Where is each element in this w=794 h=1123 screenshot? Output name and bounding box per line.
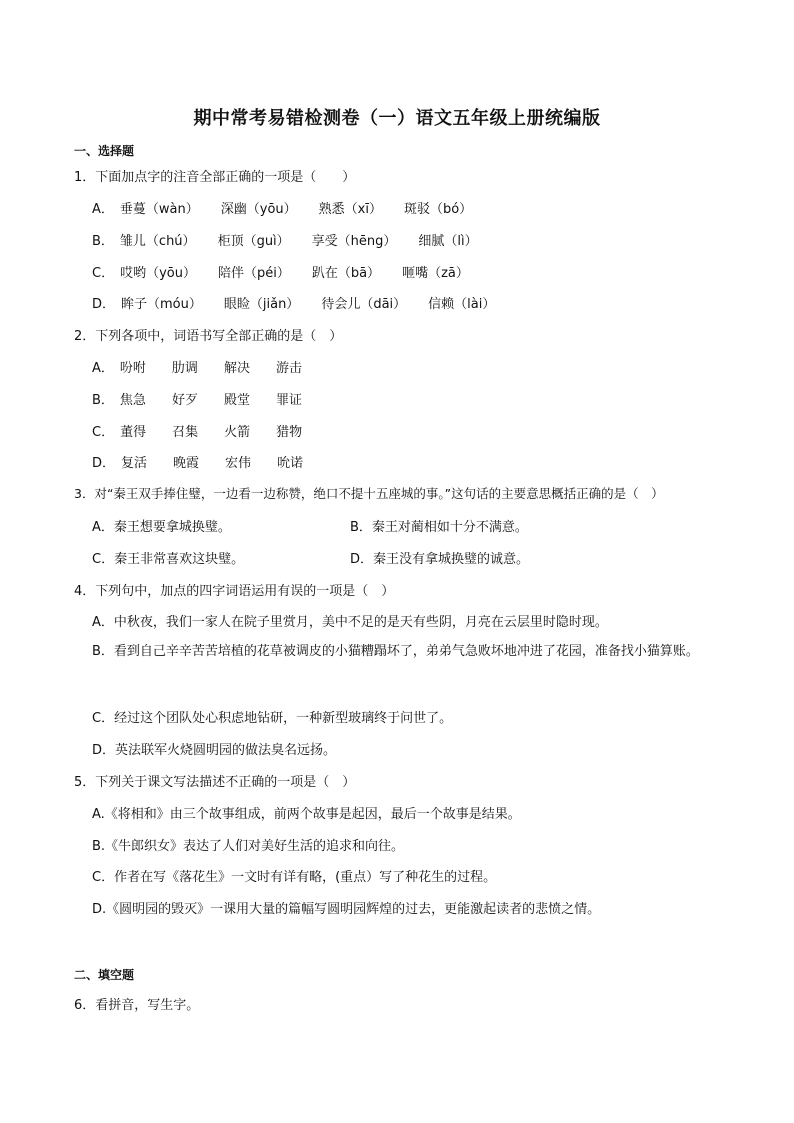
question-4-option-c: C．经过这个团队处心积虑地钻研，一种新型玻璃终于问世了。 — [92, 711, 453, 726]
section-heading-choice: 一、选择题 — [74, 144, 135, 158]
question-2-stem: 2．下列各项中，词语书写全部正确的是（ ） — [74, 329, 343, 344]
option-item: 罪证 — [275, 393, 302, 408]
question-4-option-b: B．看到自己辛辛苦苦培植的花草被调皮的小猫糟蹋坏了，弟弟气急败坏地冲进了花园，准备找小猫算账。 — [92, 644, 699, 659]
section-heading-fill: 二、填空题 — [74, 968, 135, 982]
option-item: 斑驳（bó） — [403, 202, 473, 217]
question-4-option-a: A．中秋夜，我们一家人在院子里赏月，美中不足的是天有些阴，月亮在云层里时隐时现。 — [92, 615, 608, 630]
question-1-stem: 1．下面加点字的注音全部正确的一项是（ ） — [74, 170, 356, 185]
question-1-option-c — [92, 262, 491, 281]
option-item: 吮诺 — [277, 456, 304, 471]
question-1-option-a — [92, 198, 494, 217]
option-label: D． — [92, 456, 116, 471]
option-label: B． — [92, 234, 114, 249]
question-2-option-a — [92, 357, 328, 376]
option-item: 宏伟 — [225, 456, 252, 471]
option-label: C． — [92, 266, 115, 281]
option-item: 哎哟（yōu） — [120, 266, 196, 281]
option-item: 雏儿（chú） — [119, 234, 196, 249]
option-item: 趴在（bā） — [311, 266, 381, 281]
option-item: 猎物 — [276, 425, 303, 440]
question-2-option-c — [92, 421, 328, 440]
question-5-option-a: A.《将相和》由三个故事组成，前两个故事是起因，最后一个故事是结果。 — [92, 807, 521, 822]
option-item: 董得 — [120, 425, 147, 440]
option-item: 待会儿（dāi） — [321, 297, 407, 312]
question-3-stem: 3．对“秦王双手捧住璧，一边看一边称赞，绝口不提十五座城的事。”这句话的主要意思概括正确的是（ ） — [74, 486, 664, 501]
option-item: 游击 — [275, 361, 302, 376]
option-item: 肋调 — [171, 361, 198, 376]
option-item: 柜顶（guì） — [217, 234, 290, 249]
option-item: 眼睑（jiǎn） — [223, 297, 300, 312]
option-label: B． — [92, 393, 114, 408]
option-item: 信赖（lài） — [428, 297, 496, 312]
option-item: 享受（hēng） — [311, 234, 397, 249]
option-label: D． — [92, 297, 116, 312]
question-5-option-d: D.《圆明园的毁灭》一课用大量的篇幅写圆明园辉煌的过去，更能激起读者的悲愤之情。 — [92, 902, 601, 917]
question-6-stem: 6．看拼音，写生字。 — [74, 998, 200, 1013]
option-item: 陪伴（péi） — [217, 266, 290, 281]
option-item: 复活 — [121, 456, 148, 471]
option-item: 熟悉（xī） — [318, 202, 382, 217]
option-item: 火箭 — [224, 425, 251, 440]
question-3-option-a: A．秦王想要拿城换璧。 — [92, 520, 231, 535]
option-item: 焦急 — [119, 393, 146, 408]
question-5-option-c: C．作者在写《落花生》一文时有详有略，(重点）写了种花生的过程。 — [92, 870, 497, 885]
option-item: 召集 — [172, 425, 199, 440]
option-item: 深幽（yōu） — [220, 202, 297, 217]
question-2-option-d — [92, 452, 329, 471]
question-5-stem: 5．下列关于课文写法描述不正确的一项是（ ） — [74, 775, 356, 790]
option-item: 吩咐 — [119, 361, 146, 376]
option-item: 咂嘴（zā） — [402, 266, 469, 281]
question-1-option-d — [92, 293, 517, 312]
question-3-option-c: C．秦王非常喜欢这块璧。 — [92, 552, 245, 567]
question-2-option-b — [92, 389, 328, 408]
question-1-option-b — [92, 230, 500, 249]
option-item: 垂蔓（wàn） — [119, 202, 199, 217]
question-4-stem: 4．下列句中，加点的四字词语运用有误的一项是（ ） — [74, 584, 395, 599]
question-3-option-d: D．秦王没有拿城换璧的诚意。 — [350, 552, 530, 567]
question-5-option-b: B.《牛郎织女》表达了人们对美好生活的追求和向往。 — [92, 839, 405, 854]
option-label: C． — [92, 425, 115, 440]
option-item: 殿堂 — [223, 393, 250, 408]
option-item: 眸子（móu） — [121, 297, 202, 312]
option-item: 细腻（lì） — [418, 234, 478, 249]
option-label: A． — [92, 361, 114, 376]
option-item: 解决 — [223, 361, 250, 376]
option-label: A． — [92, 202, 114, 217]
option-item: 晚霞 — [173, 456, 200, 471]
page-title: 期中常考易错检测卷（一）语文五年级上册统编版 — [193, 108, 601, 129]
question-4-option-d: D．英法联军火烧圆明园的做法臭名远扬。 — [92, 743, 337, 758]
option-item: 好歹 — [171, 393, 198, 408]
question-3-option-b: B．秦王对蔺相如十分不满意。 — [350, 520, 528, 535]
